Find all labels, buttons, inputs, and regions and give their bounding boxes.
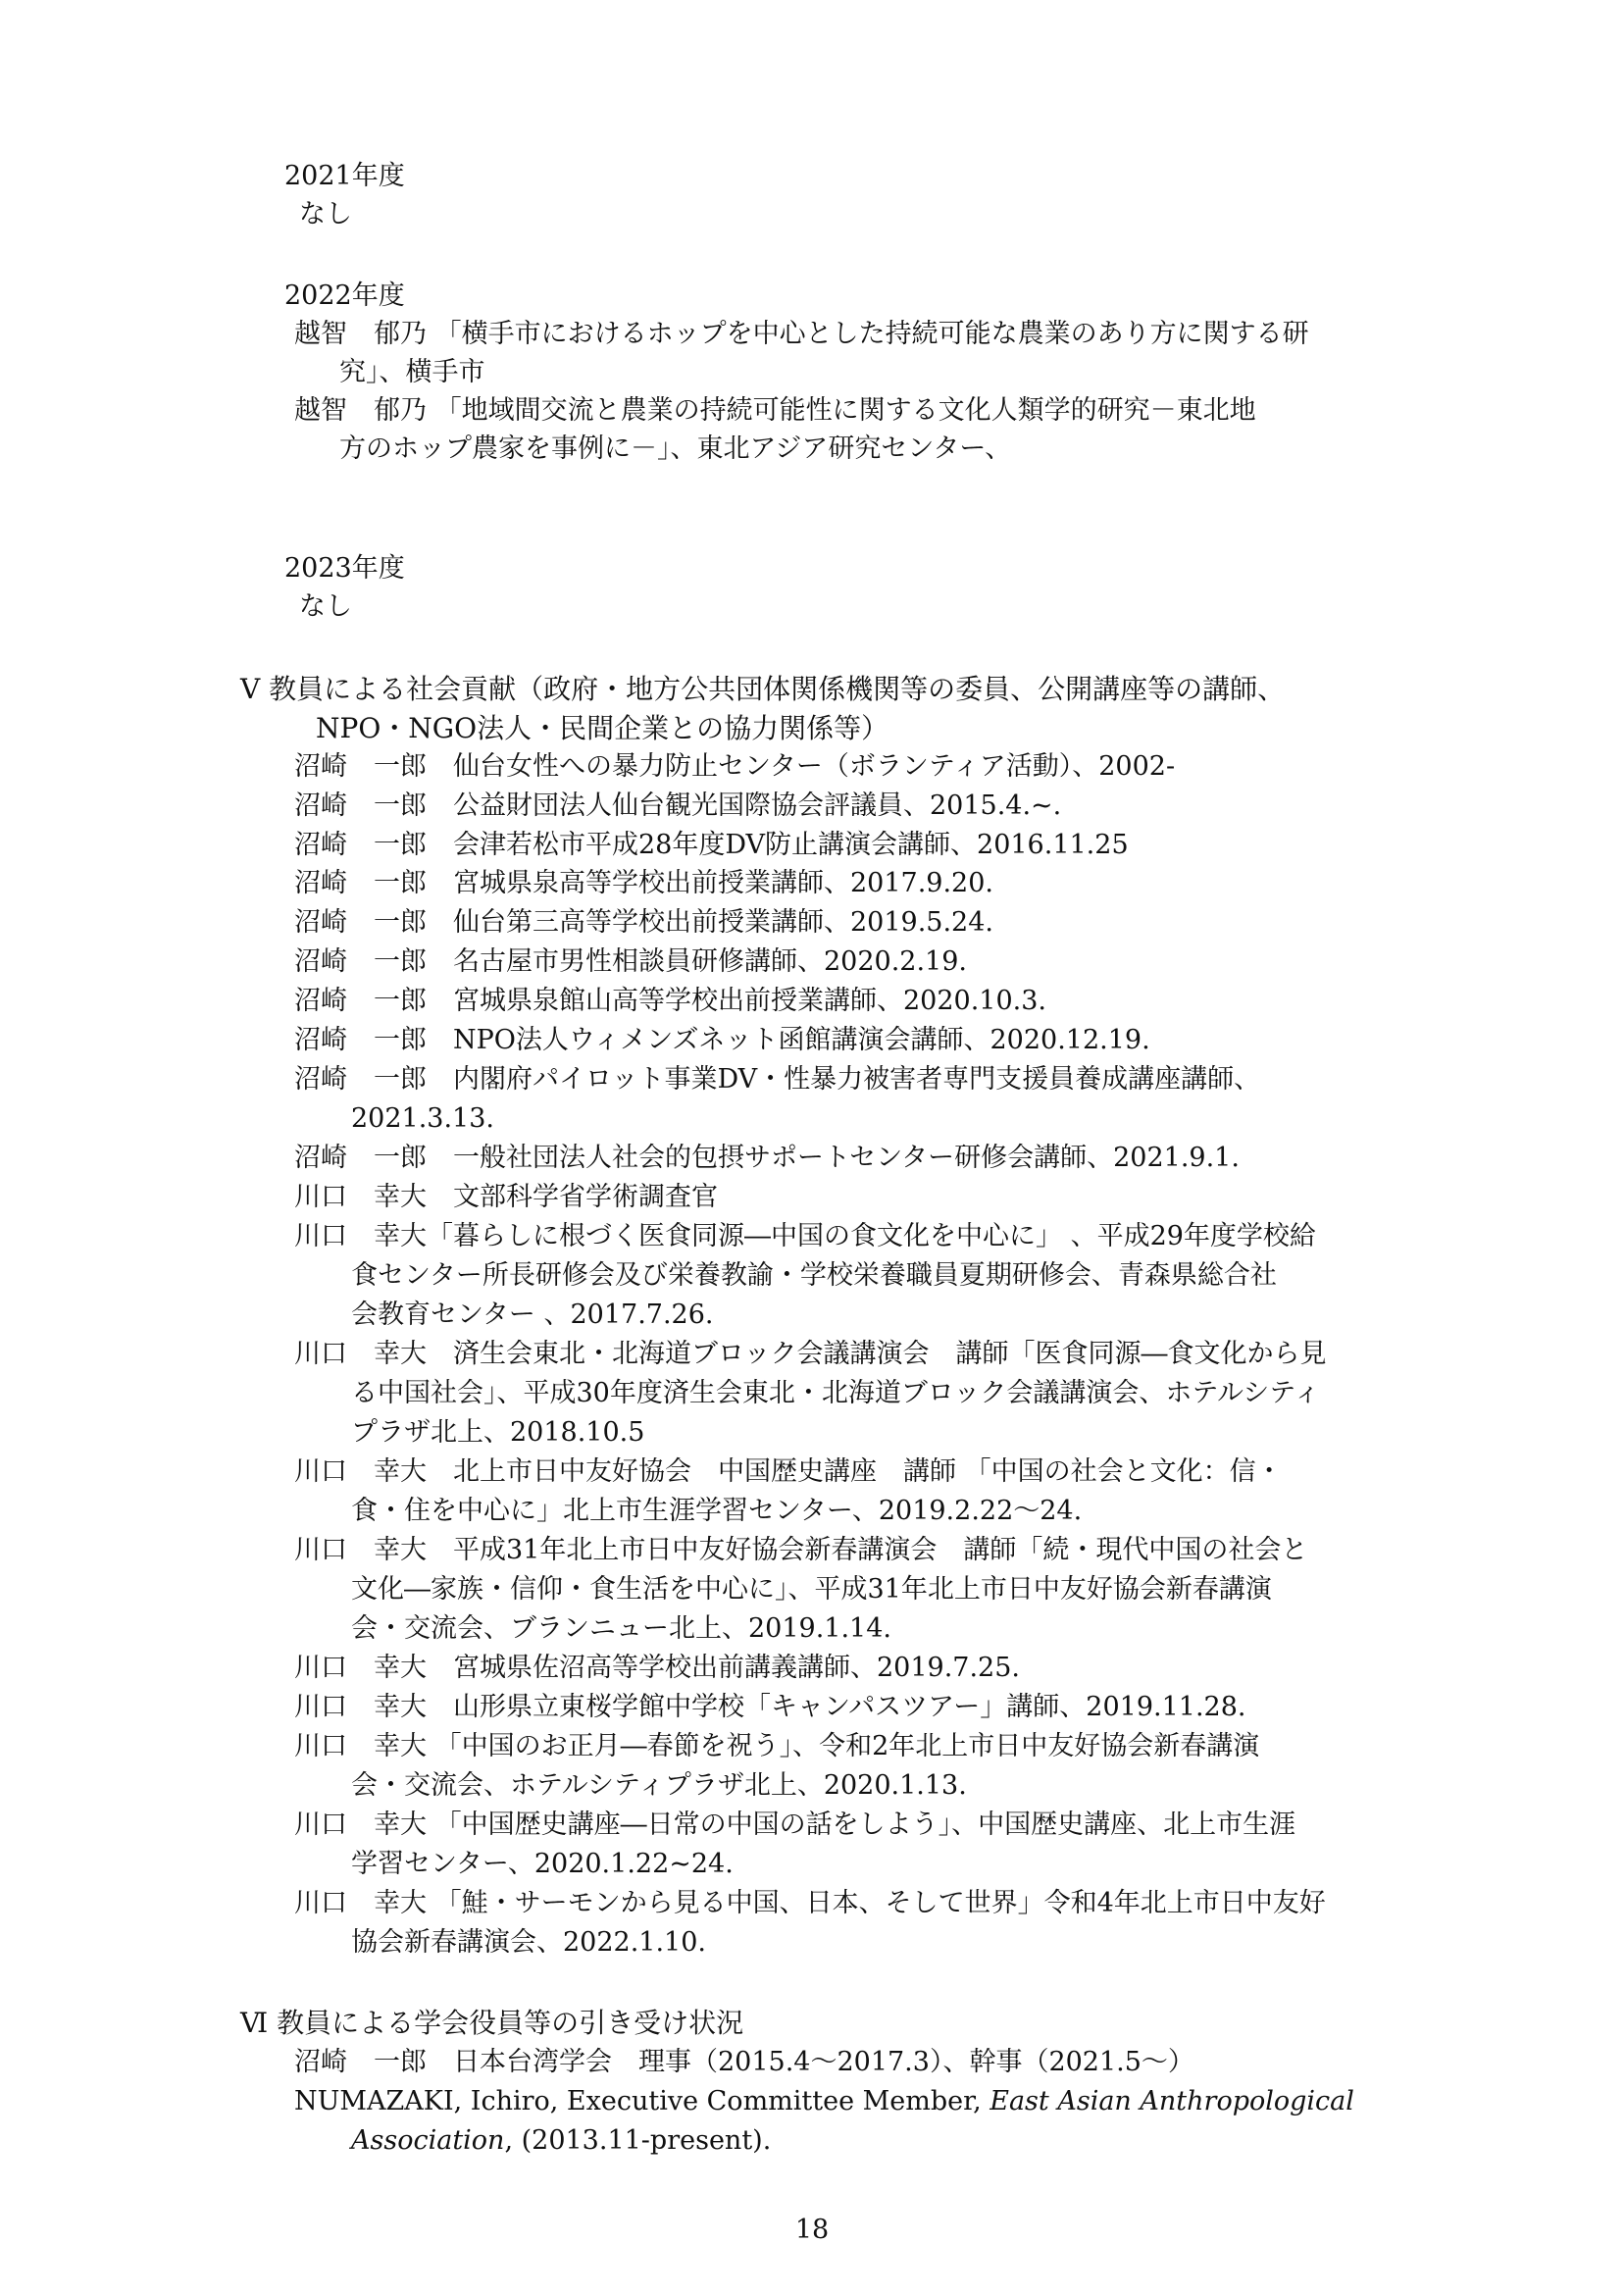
contribution-entry: 川口 幸大 平成31年北上市日中友好協会新春講演会 講師「続・現代中国の社会と	[294, 1535, 1308, 1565]
contribution-entry-cont: 食センター所長研修会及び栄養教諭・学校栄養職員夏期研修会、青森県総合社	[351, 1260, 1277, 1291]
contribution-entry-cont: 協会新春講演会、2022.1.10.	[351, 1927, 706, 1958]
contribution-entry: 川口 幸大 「中国のお正月―春節を祝う」、令和2年北上市日中友好協会新春講演	[294, 1731, 1260, 1761]
contribution-entry-cont: 会教育センター 、2017.7.26.	[351, 1300, 714, 1330]
section-6-heading: Ⅵ 教員による学会役員等の引き受け状況	[240, 2007, 744, 2039]
contribution-entry-cont: 2021.3.13.	[351, 1103, 494, 1134]
contribution-entry-cont: 文化―家族・信仰・食生活を中心に」、平成31年北上市日中友好協会新春講演	[351, 1574, 1272, 1605]
entry-2022-2-line2: 方のホップ農家を事例に－」、東北アジア研究センター、	[339, 433, 1012, 464]
year-2023-none: なし	[299, 591, 352, 622]
entry-2022-1-line1: 越智 郁乃 「横手市におけるホップを中心とした持続可能な農業のあり方に関する研	[294, 319, 1309, 349]
contribution-entry: 川口 幸大「暮らしに根づく医食同源―中国の食文化を中心に」 、平成29年度学校給	[294, 1221, 1316, 1251]
entry-2022-1-line2: 究」、横手市	[339, 357, 485, 387]
contribution-entry: 沼崎 一郎 内閣府パイロット事業DV・性暴力被害者専門支援員養成講座講師、	[294, 1064, 1261, 1095]
society-entry-en-dates: , (2013.11-present).	[504, 2125, 772, 2156]
contribution-entry-cont: プラザ北上、2018.10.5	[351, 1417, 645, 1448]
contribution-entry: 沼崎 一郎 NPO法人ウィメンズネット函館講演会講師、2020.12.19.	[294, 1025, 1150, 1055]
contribution-entry: 沼崎 一郎 宮城県泉館山高等学校出前授業講師、2020.10.3.	[294, 986, 1046, 1016]
society-entry-en-text: NUMAZAKI, Ichiro, Executive Committee Member,	[294, 2086, 990, 2116]
society-name-italic-cont: Association	[351, 2125, 505, 2156]
contribution-entry: 川口 幸大 宮城県佐沼高等学校出前講義講師、2019.7.25.	[294, 1653, 1020, 1683]
society-entry: 沼崎 一郎 日本台湾学会 理事（2015.4～2017.3）、幹事（2021.5～）	[294, 2047, 1194, 2077]
year-heading-2023: 2023年度	[284, 553, 405, 584]
year-heading-2021: 2021年度	[284, 161, 405, 191]
contribution-entry: 川口 幸大 文部科学省学術調査官	[294, 1182, 718, 1212]
page-number: 18	[794, 2215, 830, 2245]
contribution-entry: 沼崎 一郎 宮城県泉高等学校出前授業講師、2017.9.20.	[294, 868, 993, 898]
contribution-entry: 川口 幸大 「中国歴史講座―日常の中国の話をしよう」、中国歴史講座、北上市生涯	[294, 1810, 1296, 1840]
contribution-entry-cont: 会・交流会、ホテルシティプラザ北上、2020.1.13.	[351, 1770, 967, 1801]
contribution-entry: 沼崎 一郎 仙台女性への暴力防止センター（ボランティア活動）、2002-	[294, 751, 1176, 782]
section-5-heading: Ⅴ 教員による社会貢献（政府・地方公共団体関係機関等の委員、公開講座等の講師、	[240, 673, 1286, 705]
contribution-entry: 沼崎 一郎 一般社団法人社会的包摂サポートセンター研修会講師、2021.9.1.	[294, 1143, 1240, 1173]
entry-2022-2-line1: 越智 郁乃 「地域間交流と農業の持続可能性に関する文化人類学的研究－東北地	[294, 395, 1256, 426]
contribution-entry: 沼崎 一郎 公益財団法人仙台観光国際協会評議員、2015.4.~.	[294, 790, 1062, 821]
society-name-italic: East Asian Anthropological	[990, 2086, 1354, 2116]
contribution-entry: 沼崎 一郎 名古屋市男性相談員研修講師、2020.2.19.	[294, 946, 967, 977]
contribution-entry: 沼崎 一郎 仙台第三高等学校出前授業講師、2019.5.24.	[294, 907, 993, 938]
contribution-entry: 川口 幸大 山形県立東桜学館中学校「キャンパスツアー」講師、2019.11.28.	[294, 1692, 1246, 1722]
contribution-entry-cont: 会・交流会、ブランニュー北上、2019.1.14.	[351, 1613, 891, 1644]
contribution-entry: 川口 幸大 済生会東北・北海道ブロック会議講演会 講師「医食同源―食文化から見	[294, 1339, 1327, 1369]
contribution-entry: 川口 幸大 「鮭・サーモンから見る中国、日本、そして世界」令和4年北上市日中友好	[294, 1888, 1326, 1918]
year-2021-none: なし	[299, 199, 352, 229]
contribution-entry-cont: 食・住を中心に」北上市生涯学習センター、2019.2.22～24.	[351, 1496, 1083, 1526]
contribution-entry-cont: 学習センター、2020.1.22~24.	[351, 1849, 734, 1879]
society-entry-en-cont	[351, 2122, 771, 2160]
contribution-entry: 川口 幸大 北上市日中友好協会 中国歴史講座 講師 「中国の社会と文化：信・	[294, 1456, 1283, 1487]
contribution-entry-cont: る中国社会」、平成30年度済生会東北・北海道ブロック会議講演会、ホテルシティ	[351, 1378, 1321, 1408]
year-heading-2022: 2022年度	[284, 280, 405, 311]
section-5-heading-cont: NPO・NGO法人・民間企業との協力関係等）	[316, 712, 889, 744]
contribution-entry: 沼崎 一郎 会津若松市平成28年度DV防止講演会講師、2016.11.25	[294, 830, 1129, 860]
society-entry-en	[294, 2083, 1354, 2120]
